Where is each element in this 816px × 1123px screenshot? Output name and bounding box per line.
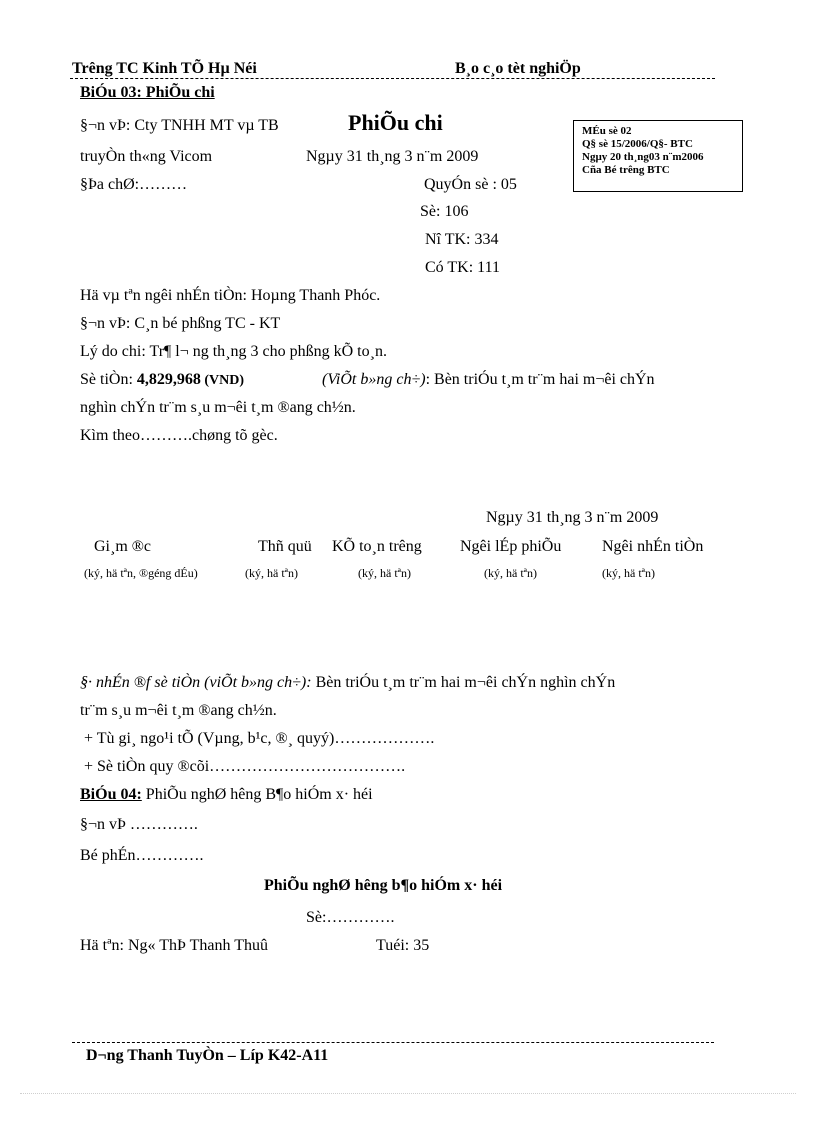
form03-received-line (80, 674, 615, 692)
form04-title: PhiÕu nghØ hêng b¶o hiÓm x· héi (264, 877, 503, 894)
form04-unit: §¬n vÞ …………. (80, 816, 198, 833)
stamp-line-3: Ngµy 20 th¸ng03 n¨m2006 (582, 151, 704, 163)
form03-book-no: QuyÓn sè : 05 (424, 176, 517, 193)
signature-title-chief-accountant: KÕ to¸n trêng (332, 538, 422, 555)
form04-heading (80, 786, 373, 804)
form03-title: PhiÕu chi (348, 110, 443, 135)
signature-note-chief-accountant: (ký, hä tªn) (358, 566, 411, 580)
amount-label: Sè tiÒn: (80, 371, 137, 388)
signature-title-recipient: Ngêi nhÉn tiÒn (602, 538, 704, 555)
form04-dept: Bé phÉn…………. (80, 847, 204, 864)
stamp-line-1: MÉu sè 02 (582, 125, 632, 137)
form03-unit-line2: truyÒn th«ng Vicom (80, 148, 213, 165)
form04-number: Sè:…………. (306, 909, 395, 926)
stamp-line-2: Q§ sè 15/2006/Q§- BTC (582, 138, 693, 150)
form03-receiver-unit: §¬n vÞ: C¸n bé phßng TC - KT (80, 315, 281, 332)
signature-note-cashier: (ký, hä tªn) (245, 566, 298, 580)
form03-number: Sè: 106 (420, 203, 469, 220)
form03-heading: BiÓu 03: PhiÕu chi (80, 84, 215, 101)
header-school: Trêng TC Kinh TÕ Hµ Néi (72, 60, 257, 77)
form03-amount-line (80, 371, 244, 389)
form03-debit: Nî TK: 334 (425, 231, 499, 248)
amount-value: 4,829,968 (136, 371, 201, 388)
form03-sign-date: Ngµy 31 th¸ng 3 n¨m 2009 (486, 509, 659, 526)
form03-in-words (322, 371, 655, 389)
form03-date: Ngµy 31 th¸ng 3 n¨m 2009 (306, 148, 479, 165)
form04-age: Tuéi: 35 (376, 937, 430, 954)
form04-heading-label: BiÓu 04: (80, 786, 142, 803)
form-template-stamp (573, 120, 743, 192)
form03-in-words-line2: nghìn chÝn tr¨m s¸u m¬êi t¸m ®ang ch½n. (80, 399, 356, 416)
form03-gold: + Tù gi¸ ngo¹i tÕ (Vµng, b¹c, ®¸ quyý)………………. (84, 730, 435, 747)
form03-attached: Kìm theo……….chøng tõ gèc. (80, 427, 278, 444)
header-divider (70, 78, 715, 79)
in-words-text: : Bèn triÓu t¸m tr¨m hai m¬êi chÝn (425, 371, 655, 388)
in-words-label: (ViÕt b»ng ch÷) (322, 371, 426, 388)
header-report-title: B¸o c¸o tèt nghiÖp (455, 60, 581, 77)
received-text: Bèn triÓu t¸m tr¨m hai m¬êi chÝn nghìn chÝn (311, 674, 616, 691)
signature-title-director: Gi¸m ®c (94, 538, 152, 555)
received-label: §· nhÉn ®f sè tiÒn (viÕt b»ng ch÷): (80, 674, 312, 691)
signature-title-cashier: Thñ quü (258, 538, 312, 555)
form03-received-line2: tr¨m s¸u m¬êi t¸m ®ang ch½n. (80, 702, 277, 719)
form03-converted: + Sè tiÒn quy ®cõi………………………………. (84, 758, 406, 775)
footer-divider (72, 1042, 714, 1043)
signature-note-director: (ký, hä tªn, ®géng dÉu) (84, 566, 198, 580)
form03-unit-line1: §¬n vÞ: Cty TNHH MT vµ TB (80, 117, 279, 134)
signature-note-recipient: (ký, hä tªn) (602, 566, 655, 580)
form04-heading-text: PhiÕu nghØ hêng B¶o hiÓm x· héi (141, 786, 373, 803)
form03-credit: Có TK: 111 (425, 259, 500, 276)
form03-address: §Þa chØ:……… (80, 176, 188, 193)
form03-reason: Lý do chi: Tr¶ l¬ ng th¸ng 3 cho phßng kÕ to¸n. (80, 343, 387, 360)
page-bottom-edge (20, 1093, 796, 1094)
signature-note-preparer: (ký, hä tªn) (484, 566, 537, 580)
stamp-line-4: Cña Bé trêng BTC (582, 164, 670, 176)
footer-author: D¬ng Thanh TuyÒn – Líp K42-A11 (86, 1047, 329, 1064)
form04-name: Hä tªn: Ng« ThÞ Thanh Thuû (80, 937, 268, 954)
form03-receiver: Hä vµ tªn ngêi nhÉn tiÒn: Hoµng Thanh Phóc. (80, 287, 381, 304)
amount-unit: (VND) (200, 373, 245, 388)
signature-title-preparer: Ngêi lÉp phiÕu (460, 538, 562, 555)
